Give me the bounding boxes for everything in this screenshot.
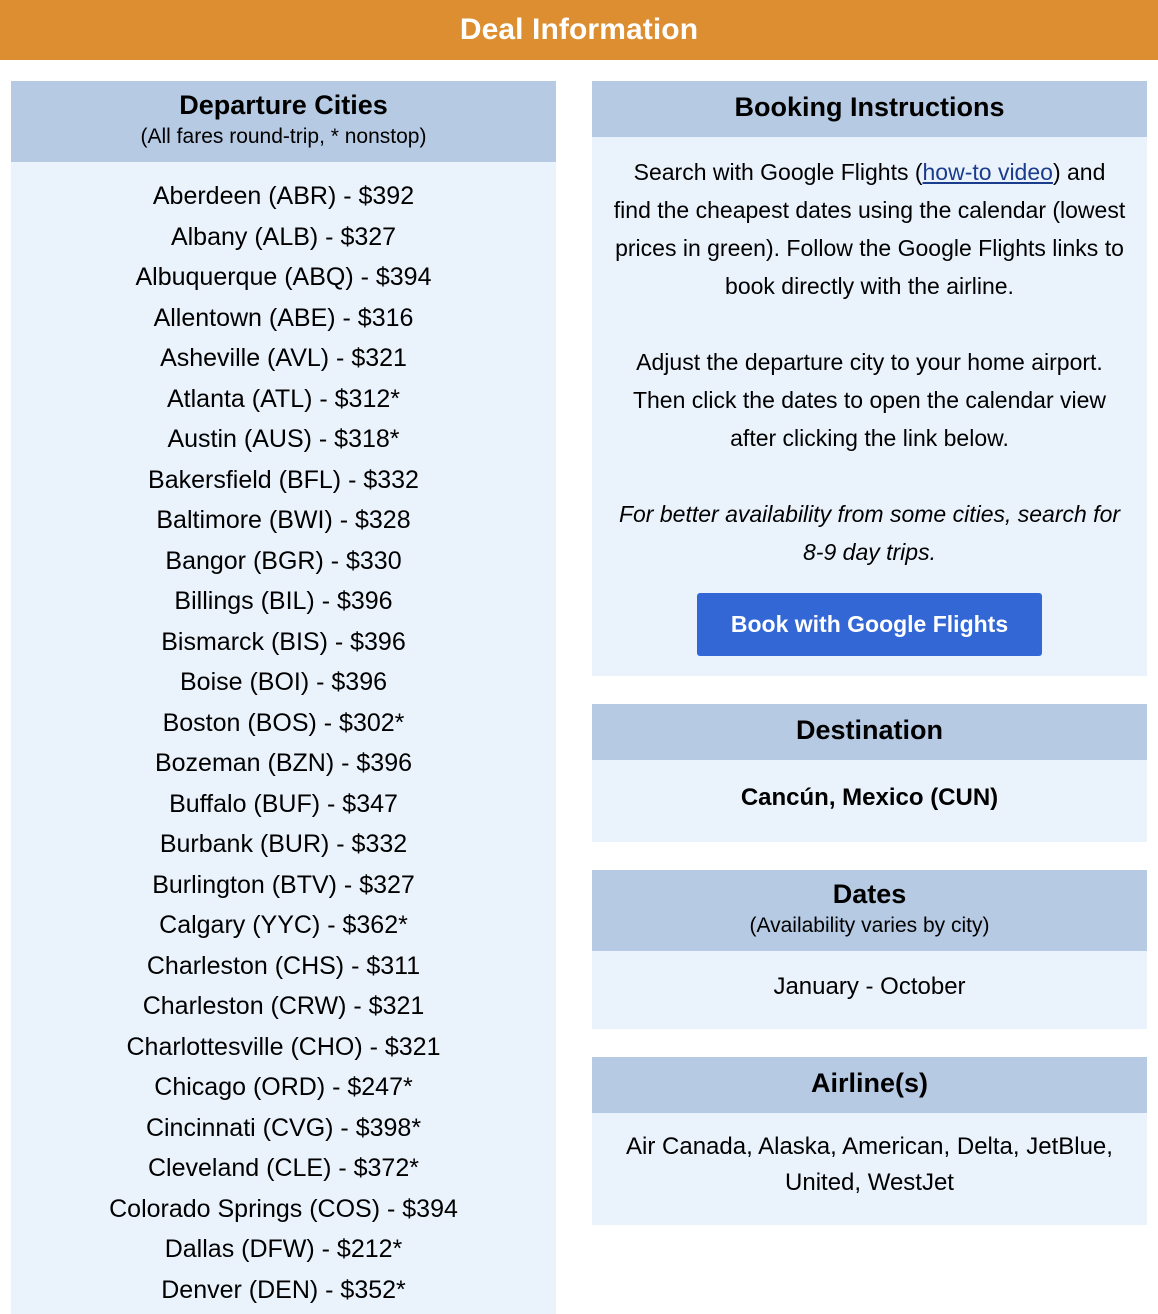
departure-cities-title: Departure Cities <box>179 90 388 120</box>
instruction-paragraph-1 <box>612 153 1127 305</box>
dates-body <box>592 951 1147 1029</box>
departure-city-item: Charlottesville (CHO) - $321 <box>126 1032 441 1061</box>
departure-city-item: Boston (BOS) - $302* <box>162 708 405 737</box>
departure-city-item: Cleveland (CLE) - $372* <box>148 1154 419 1183</box>
departure-city-item: Austin (AUS) - $318* <box>167 425 400 454</box>
destination-title: Destination <box>795 715 943 746</box>
departure-city-item: Billings (BIL) - $396 <box>174 587 393 616</box>
departure-city-item: Charleston (CHS) - $311 <box>146 951 421 980</box>
booking-instructions-header <box>592 81 1147 137</box>
departure-city-item: Charleston (CRW) - $321 <box>142 992 425 1021</box>
booking-instructions-title: Booking Instructions <box>734 92 1005 122</box>
dates-title: Dates <box>832 879 907 910</box>
airlines-value: Air Canada, Alaska, American, Delta, JetBlue, United, WestJet <box>626 1132 1113 1196</box>
dates-header <box>592 870 1147 951</box>
departure-cities-header <box>11 81 556 162</box>
departure-city-item: Bangor (BGR) - $330 <box>165 546 402 575</box>
departure-city-item: Cincinnati (CVG) - $398* <box>145 1113 422 1142</box>
instruction-paragraph-2: Adjust the departure city to your home airport. Then click the dates to open the calendar view after clicking the link below. <box>632 348 1107 451</box>
instruction-text-after-link: ) and find the cheapest dates using the calendar (lowest prices in green). Follow the Google Flights links to book directly with the airline. <box>613 158 1126 299</box>
instruction-text-before-link: Search with Google Flights ( <box>633 158 923 185</box>
destination-panel <box>592 704 1147 842</box>
departure-city-item: Aberdeen (ABR) - $392 <box>152 182 415 211</box>
departure-city-item: Asheville (AVL) - $321 <box>160 344 407 373</box>
departure-city-item: Chicago (ORD) - $247* <box>154 1073 413 1102</box>
airlines-panel <box>592 1057 1147 1225</box>
departure-city-item: Burbank (BUR) - $332 <box>159 830 408 859</box>
departure-cities-panel <box>11 81 556 1314</box>
instruction-paragraph-3: For better availability from some cities, search for 8-9 day trips. <box>618 500 1121 565</box>
airlines-title: Airline(s) <box>810 1068 929 1099</box>
departure-city-item: Baltimore (BWI) - $328 <box>156 506 411 535</box>
destination-value: Cancún, Mexico (CUN) <box>740 784 999 812</box>
airlines-header <box>592 1057 1147 1113</box>
departure-city-item: Buffalo (BUF) - $347 <box>169 789 398 818</box>
page-header-bar <box>0 0 1158 60</box>
how-to-video-link[interactable]: how-to video <box>922 158 1053 185</box>
right-column <box>592 81 1147 1225</box>
content-columns <box>0 60 1158 1314</box>
page-title: Deal Information <box>459 13 699 46</box>
left-column <box>11 81 556 1314</box>
departure-city-item: Bozeman (BZN) - $396 <box>154 749 413 778</box>
destination-body <box>592 760 1147 842</box>
dates-subtitle: (Availability varies by city) <box>749 913 990 937</box>
departure-city-item: Bakersfield (BFL) - $332 <box>148 465 419 494</box>
departure-city-item: Bismarck (BIS) - $396 <box>161 627 406 656</box>
departure-city-item: Albany (ALB) - $327 <box>170 222 397 251</box>
departure-city-item: Burlington (BTV) - $327 <box>152 870 415 899</box>
departure-cities-list <box>11 162 556 1314</box>
destination-header <box>592 704 1147 760</box>
dates-panel <box>592 870 1147 1029</box>
airlines-body <box>592 1113 1147 1225</box>
departure-city-item: Atlanta (ATL) - $312* <box>167 384 400 413</box>
departure-city-item: Denver (DEN) - $352* <box>161 1275 406 1304</box>
booking-instructions-panel <box>592 81 1147 676</box>
book-with-google-flights-button[interactable]: Book with Google Flights <box>697 593 1042 656</box>
departure-city-item: Dallas (DFW) - $212* <box>164 1235 403 1264</box>
departure-cities-subtitle: (All fares round-trip, * nonstop) <box>140 124 427 148</box>
departure-city-item: Albuquerque (ABQ) - $394 <box>135 263 432 292</box>
dates-value: January - October <box>773 973 966 1001</box>
departure-city-item: Calgary (YYC) - $362* <box>159 911 408 940</box>
departure-city-item: Allentown (ABE) - $316 <box>153 303 414 332</box>
booking-instructions-body <box>592 137 1147 676</box>
departure-city-item: Colorado Springs (COS) - $394 <box>109 1194 458 1223</box>
departure-city-item: Boise (BOI) - $396 <box>179 668 388 697</box>
